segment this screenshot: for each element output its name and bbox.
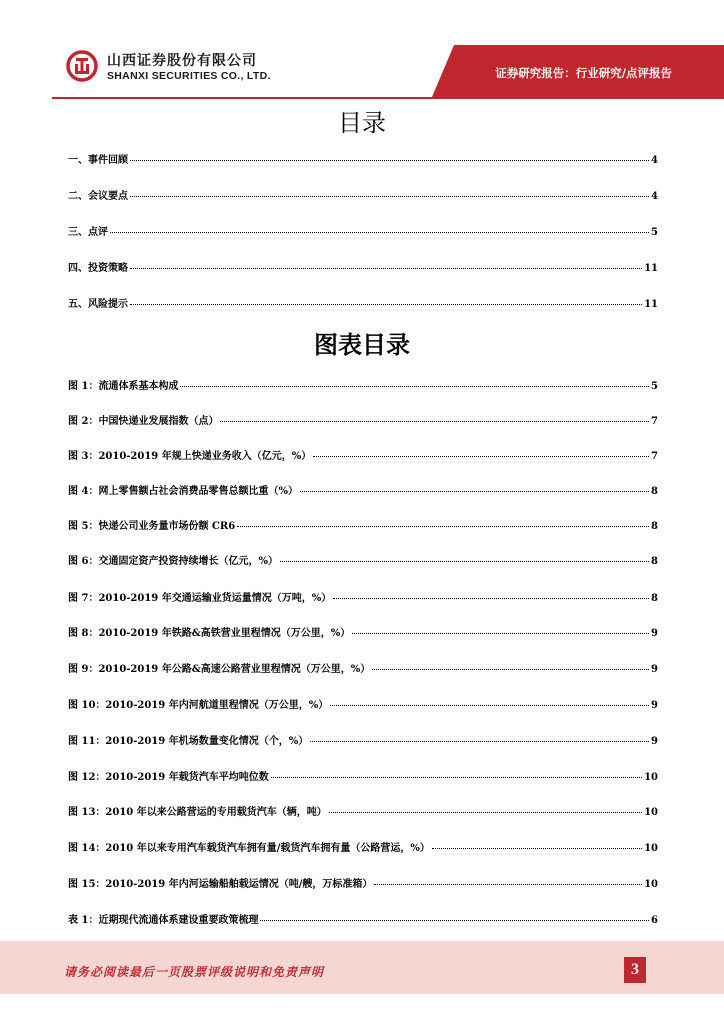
disclaimer-notice: 请务必阅读最后一页股票评级说明和免责声明 xyxy=(64,965,325,979)
figure-item-label: 图 5：快递公司业务量市场份额 CR6 xyxy=(68,521,236,532)
figure-item-page: 7 xyxy=(651,416,658,427)
figure-item-page: 9 xyxy=(651,700,658,711)
figure-item[interactable] xyxy=(68,552,658,567)
leader-dots xyxy=(271,777,642,778)
company-logo-icon xyxy=(66,50,98,82)
leader-dots xyxy=(130,304,642,305)
figure-item-label: 图 13：2010 年以来公路营运的专用载货汽车（辆，吨） xyxy=(68,807,327,818)
figure-item-page: 10 xyxy=(644,879,658,890)
figure-item-page: 8 xyxy=(651,521,658,532)
figure-item[interactable] xyxy=(68,447,658,462)
figure-item-page: 10 xyxy=(644,807,658,818)
toc-item-page: 5 xyxy=(651,227,658,238)
figures-title: 图表目录 xyxy=(314,330,410,359)
figure-item-label: 图 8：2010-2019 年铁路&高铁营业里程情况（万公里，%） xyxy=(68,628,351,639)
leader-dots xyxy=(300,491,649,492)
leader-dots xyxy=(310,741,649,742)
figure-item[interactable] xyxy=(68,517,658,532)
figure-item[interactable] xyxy=(68,803,658,818)
leader-dots xyxy=(352,633,649,634)
figure-item-page: 10 xyxy=(644,772,658,783)
figure-item[interactable] xyxy=(68,696,658,711)
figure-item[interactable] xyxy=(68,624,658,639)
figure-item-page: 10 xyxy=(644,843,658,854)
figure-item-page: 9 xyxy=(651,628,658,639)
figure-item-label: 图 10：2010-2019 年内河航道里程情况（万公里，%） xyxy=(68,700,329,711)
figure-item-label: 图 9：2010-2019 年公路&高速公路营业里程情况（万公里，%） xyxy=(68,664,371,675)
company-name-en: SHANXI SECURITIES CO., LTD. xyxy=(107,70,271,82)
figure-item[interactable] xyxy=(68,412,658,427)
leader-dots xyxy=(180,386,649,387)
figure-item-label: 图 3：2010-2019 年规上快递业务收入（亿元，%） xyxy=(68,451,312,462)
figure-item-page: 7 xyxy=(651,451,658,462)
toc-item-label: 二、会议要点 xyxy=(68,191,128,202)
figure-item-label: 图 4：网上零售额占社会消费品零售总额比重（%） xyxy=(68,486,298,497)
figure-item-label: 图 14：2010 年以来专用汽车载货汽车拥有量/载货汽车拥有量（公路营运，%） xyxy=(68,843,430,854)
figure-item-label: 图 2：中国快递业发展指数（点） xyxy=(68,416,219,427)
leader-dots xyxy=(313,456,649,457)
figure-item-page: 5 xyxy=(651,381,658,392)
figure-item-page: 9 xyxy=(651,736,658,747)
figure-item-label: 图 12：2010-2019 年载货汽车平均吨位数 xyxy=(68,772,269,783)
toc-item[interactable] xyxy=(68,151,658,166)
figure-item-label: 图 7：2010-2019 年交通运输业货运量情况（万吨，%） xyxy=(68,593,332,604)
figure-item[interactable] xyxy=(68,911,658,926)
figure-item[interactable] xyxy=(68,768,658,783)
toc-item[interactable] xyxy=(68,223,658,238)
figure-item-label: 图 15：2010-2019 年内河运输船舶载运情况（吨/艘，万标准箱） xyxy=(68,879,373,890)
leader-dots xyxy=(260,920,649,921)
figure-item-page: 8 xyxy=(651,593,658,604)
figure-item-page: 6 xyxy=(651,915,658,926)
figure-item[interactable] xyxy=(68,732,658,747)
leader-dots xyxy=(330,705,649,706)
company-name-cn: 山西证券股份有限公司 xyxy=(107,53,257,69)
header-divider xyxy=(52,97,724,99)
leader-dots xyxy=(130,268,642,269)
leader-dots xyxy=(130,196,649,197)
toc-item[interactable] xyxy=(68,295,658,310)
page-header xyxy=(0,0,724,100)
toc-item-label: 三、点评 xyxy=(68,227,108,238)
leader-dots xyxy=(372,669,649,670)
figure-item[interactable] xyxy=(68,839,658,854)
figure-item-page: 9 xyxy=(651,664,658,675)
toc-item[interactable] xyxy=(68,187,658,202)
leader-dots xyxy=(220,421,649,422)
report-type: 证券研究报告：行业研究/点评报告 xyxy=(495,66,672,80)
leader-dots xyxy=(333,598,649,599)
leader-dots xyxy=(329,812,642,813)
figure-item-page: 8 xyxy=(651,556,658,567)
leader-dots xyxy=(110,232,649,233)
figure-item-label: 图 1：流通体系基本构成 xyxy=(68,381,179,392)
toc-title: 目录 xyxy=(338,109,386,137)
toc-item-label: 五、风险提示 xyxy=(68,299,128,310)
page-number: 3 xyxy=(624,957,646,983)
leader-dots xyxy=(130,160,649,161)
figure-item[interactable] xyxy=(68,589,658,604)
leader-dots xyxy=(432,848,642,849)
toc-item-page: 4 xyxy=(651,191,658,202)
leader-dots xyxy=(280,561,649,562)
figure-item[interactable] xyxy=(68,482,658,497)
toc-item-label: 一、事件回顾 xyxy=(68,155,128,166)
figure-item-label: 表 1：近期现代流通体系建设重要政策梳理 xyxy=(68,915,259,926)
toc-item[interactable] xyxy=(68,259,658,274)
toc-item-page: 11 xyxy=(644,299,658,310)
figure-item[interactable] xyxy=(68,660,658,675)
figure-item[interactable] xyxy=(68,377,658,392)
toc-item-page: 4 xyxy=(651,155,658,166)
leader-dots xyxy=(374,884,642,885)
figure-item-label: 图 6：交通固定资产投资持续增长（亿元，%） xyxy=(68,556,278,567)
toc-item-page: 11 xyxy=(644,263,658,274)
toc-item-label: 四、投资策略 xyxy=(68,263,128,274)
figure-item-label: 图 11：2010-2019 年机场数量变化情况（个，%） xyxy=(68,736,309,747)
figure-item[interactable] xyxy=(68,875,658,890)
figure-item-page: 8 xyxy=(651,486,658,497)
leader-dots xyxy=(237,526,649,527)
